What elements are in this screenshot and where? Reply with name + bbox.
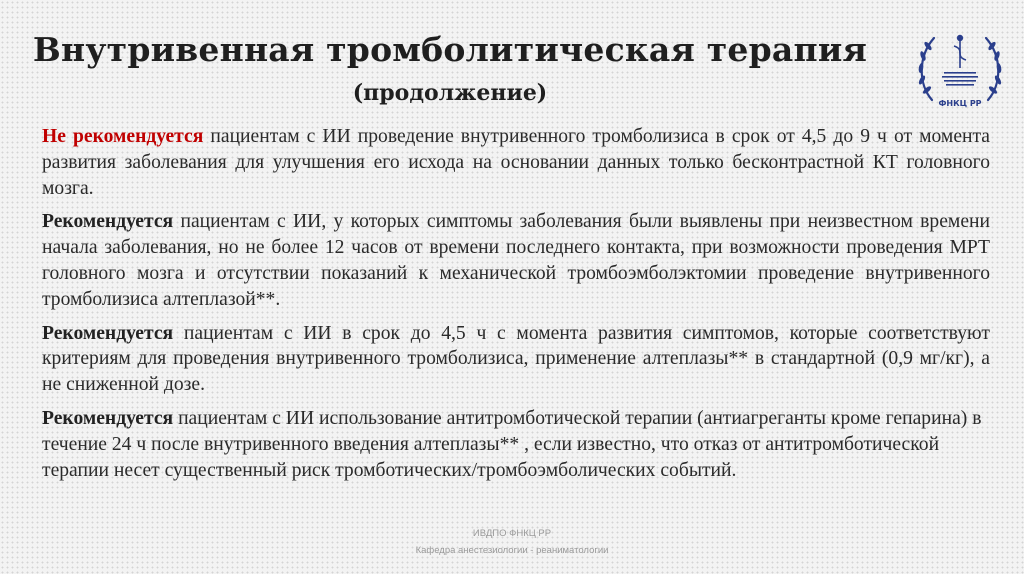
slide-body <box>42 124 990 491</box>
recommendation-paragraph <box>42 124 990 201</box>
recommended-label: Рекомендуется <box>42 211 174 233</box>
footer-department: Кафедра анестезиологии - реаниматологии <box>415 545 609 556</box>
svg-text:ФНКЦ РР: ФНКЦ РР <box>938 99 982 108</box>
paragraph-text: пациентам с ИИ использование антитромботической терапии (антиагреганты кроме гепарина) в течение 24 ч после внутривенного введения алтеплазы** , если известно, что отказ от антитромботической терапии несет существенный риск тромботических/тромбоэмболических событий. <box>42 407 982 481</box>
slide-title: Внутривенная тромболитическая терапия <box>32 30 868 69</box>
paragraph-text: пациентам с ИИ в срок до 4,5 ч с момента развития симптомов, которые соответствуют критериям для проведения внутривенного тромболизиса, применение алтеплазы** в стандартной (0,9 мг/кг), а не сниженной дозе. <box>42 322 990 396</box>
not-recommended-label: Не рекомендуется <box>42 126 204 147</box>
recommended-label: Рекомендуется <box>42 407 174 429</box>
recommended-label: Рекомендуется <box>42 322 174 344</box>
paragraph-text: пациентам с ИИ, у которых симптомы заболевания были выявлены при неизвестном времени начала заболевания, но не более 12 часов от времени последнего контакта, при возможности проведения МРТ головного мозга и отсутствии показаний к механической тромбоэмболэктомии проведение внутривенного тромболизиса алтеплазой**. <box>42 211 990 310</box>
recommendation-paragraph <box>42 406 990 483</box>
fnkc-rr-seal-icon <box>912 22 1008 118</box>
recommendation-paragraph <box>42 321 990 398</box>
recommendation-paragraph <box>42 209 990 312</box>
paragraph-text: пациентам с ИИ проведение внутривенного тромболизиса в срок от 4,5 до 9 ч от момента развития заболевания для улучшения его исхода на основании данных только бесконтрастной КТ головного мозга. <box>42 126 991 199</box>
footer-institution: ИВДПО ФНКЦ РР <box>472 528 552 539</box>
slide-subtitle: (продолжение) <box>352 80 548 106</box>
